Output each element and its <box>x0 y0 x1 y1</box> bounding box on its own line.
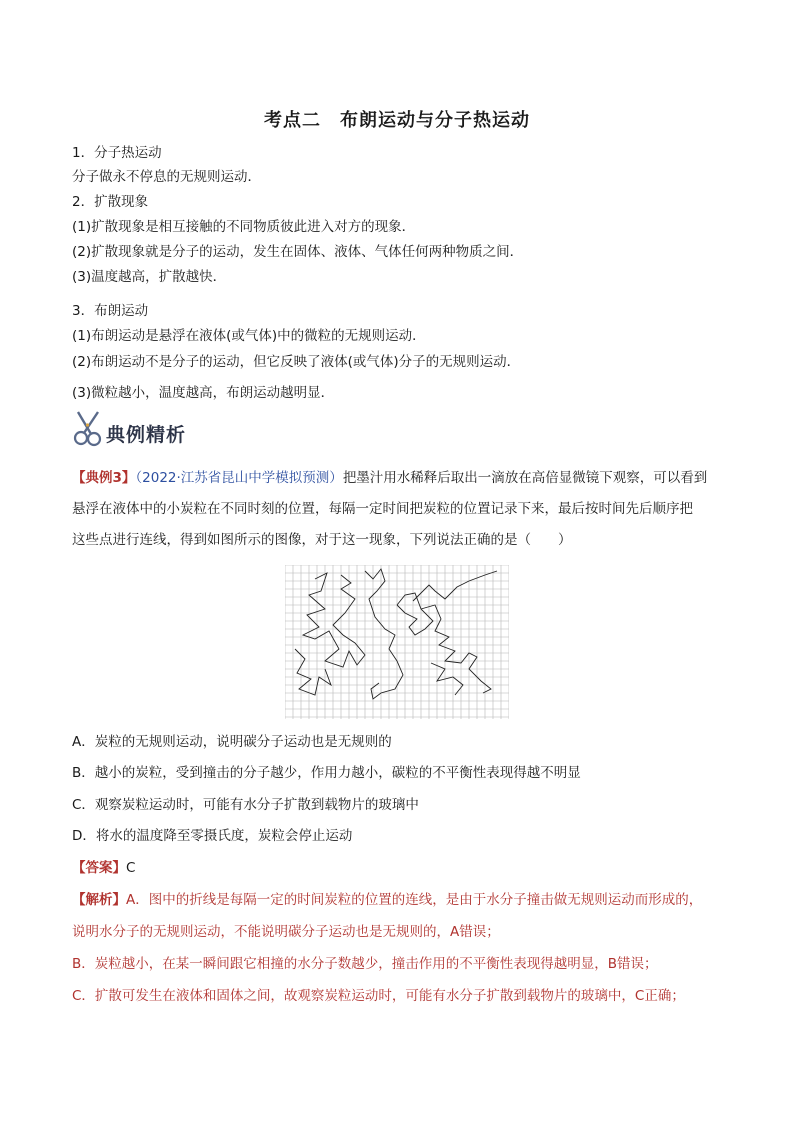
example-tag: 【典例3】 <box>72 470 136 486</box>
option-c: C．观察炭粒运动时，可能有水分子扩散到载物片的玻璃中 <box>72 797 419 813</box>
section-heading-3: 3．布朗运动 <box>72 303 149 319</box>
analysis-line-3: B．炭粒越小，在某一瞬间跟它相撞的水分子数越少，撞击作用的不平衡性表现得越明显，B错误； <box>72 956 658 972</box>
analysis-tag: 【解析】 <box>72 892 126 908</box>
option-d: D．将水的温度降至零摄氏度，炭粒会停止运动 <box>72 828 353 844</box>
option-b: B．越小的炭粒，受到撞击的分子越少，作用力越小，碳粒的不平衡性表现得越不明显 <box>72 765 581 781</box>
section-2-line-1: (1)扩散现象是相互接触的不同物质彼此进入对方的现象． <box>72 219 416 235</box>
section-3-line-2: (2)布朗运动不是分子的运动，但它反映了液体(或气体)分子的无规则运动． <box>72 354 521 370</box>
answer-line <box>72 859 135 877</box>
option-a: A．炭粒的无规则运动，说明碳分子运动也是无规则的 <box>72 734 392 750</box>
particle-path-7 <box>413 571 497 601</box>
analysis-line-4: C．扩散可发生在液体和固体之间，故观察炭粒运动时，可能有水分子扩散到载物片的玻璃中，C正确； <box>72 988 685 1004</box>
particle-path-2 <box>295 649 331 695</box>
section-3-line-3: (3)微粒越小，温度越高，布朗运动越明显． <box>72 385 335 401</box>
analysis-text-1: A．图中的折线是每隔一定的时间炭粒的位置的连线，是由于水分子撞击做无规则运动而形成的， <box>126 892 703 908</box>
section-heading-2: 2．扩散现象 <box>72 194 149 210</box>
analysis-line-1 <box>72 891 702 909</box>
brownian-motion-figure <box>285 565 509 719</box>
example-source: （2022·江苏省昆山中学模拟预测） <box>135 470 343 486</box>
section-1-line-1: 分子做永不停息的无规则运动． <box>72 169 261 185</box>
scissors-icon <box>72 406 108 448</box>
section-2-line-3: (3)温度越高，扩散越快． <box>72 269 227 285</box>
particle-path-6 <box>431 663 463 695</box>
page-title: 考点二 布朗运动与分子热运动 <box>264 110 530 131</box>
example-line-2: 悬浮在液体中的小炭粒在不同时刻的位置，每隔一定时间把炭粒的位置记录下来，最后按时间先后顺序把 <box>72 501 693 517</box>
example-line-1-text: 把墨汁用水稀释后取出一滴放在高倍显微镜下观察，可以看到 <box>342 470 708 486</box>
answer-tag: 【答案】 <box>72 860 126 876</box>
example-banner <box>72 406 202 448</box>
answer-value: C <box>126 860 136 876</box>
section-2-line-2: (2)扩散现象就是分子的运动，发生在固体、液体、气体任何两种物质之间． <box>72 244 524 260</box>
section-heading-1: 1．分子热运动 <box>72 145 162 161</box>
section-3-line-1: (1)布朗运动是悬浮在液体(或气体)中的微粒的无规则运动． <box>72 328 426 344</box>
analysis-line-2: 说明水分子的无规则运动，不能说明碳分子运动也是无规则的，A错误； <box>72 924 500 940</box>
grid-lines <box>285 565 509 719</box>
example-line-3: 这些点进行连线，得到如图所示的图像，对于这一现象，下列说法正确的是（ ） <box>72 532 572 548</box>
banner-title: 典例精析 <box>106 424 187 446</box>
example-line-1 <box>72 469 707 487</box>
